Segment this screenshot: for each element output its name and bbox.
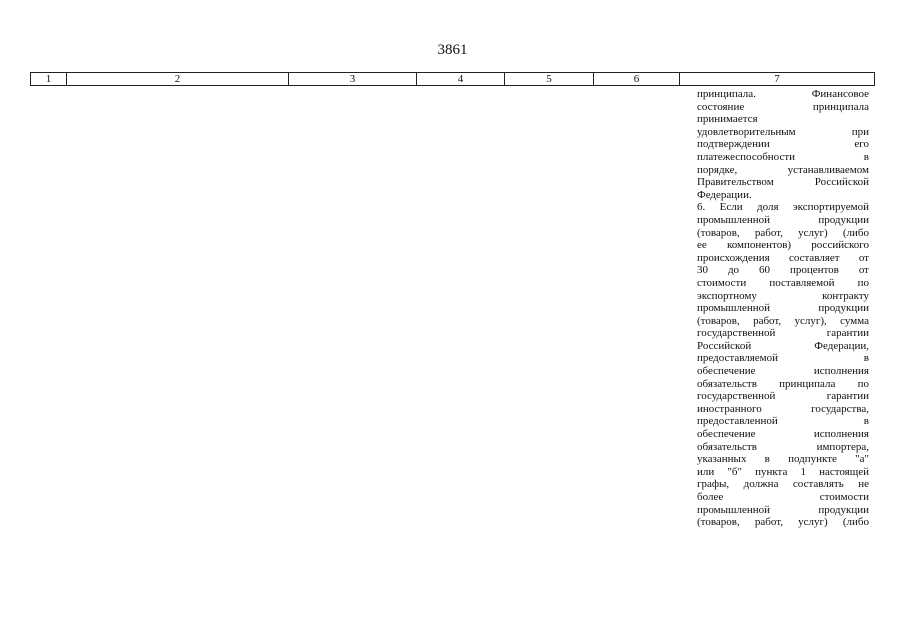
column-7-line: государственной гарантии (697, 390, 869, 403)
column-7-line: промышленной продукции (697, 503, 869, 516)
header-col-5: 5 (505, 73, 594, 85)
column-7-line: подтверждении его (697, 138, 869, 151)
column-7-line: стоимости поставляемой по (697, 276, 869, 289)
column-7-line: порядке, устанавливаемом (697, 163, 869, 176)
column-7-line: ее компонентов) российского (697, 239, 869, 252)
column-7-line: Федерации. (697, 188, 752, 201)
header-col-1: 1 (31, 73, 67, 85)
column-7-line: (товаров, работ, услуг) (либо (697, 516, 869, 529)
column-7-text (697, 88, 869, 529)
header-col-6: 6 (594, 73, 680, 85)
column-7-line: обеспечение исполнения (697, 428, 869, 441)
column-7-line: состояние принципала (697, 100, 869, 113)
page-number: 3861 (437, 42, 468, 58)
column-7-line: Российской Федерации, (697, 339, 869, 352)
header-col-7: 7 (774, 73, 780, 85)
header-col-3: 3 (289, 73, 417, 85)
column-7-line: обеспечение исполнения (697, 365, 869, 378)
column-7-line: Правительством Российской (697, 176, 869, 189)
header-col-4: 4 (417, 73, 505, 85)
column-7-line: 6. Если доля экспортируемой (697, 201, 869, 214)
column-7-line: или "б" пункта 1 настоящей (697, 465, 869, 478)
column-7-line: обязательств импортера, (697, 440, 869, 453)
column-7-line: предоставленной в (697, 415, 869, 428)
column-7-line: обязательств принципала по (697, 377, 869, 390)
column-7-line: 30 до 60 процентов от (697, 264, 869, 277)
column-7-line: предоставляемой в (697, 352, 869, 365)
column-7-line: платежеспособности в (697, 150, 869, 163)
column-7-line: более стоимости (697, 491, 869, 503)
column-7-line: (товаров, работ, услуг) (либо (697, 226, 869, 239)
column-7-line: удовлетворительным при (697, 125, 869, 138)
column-7-line: (товаров, работ, услуг), сумма (697, 314, 869, 327)
header-col-2: 2 (67, 73, 289, 85)
column-7-line: происхождения составляет от (697, 251, 869, 264)
column-7-line: иностранного государства, (697, 402, 869, 415)
column-7-line: промышленной продукции (697, 213, 869, 226)
column-7-line: экспортному контракту (697, 289, 869, 302)
column-7-line: графы, должна составлять не (697, 478, 869, 491)
table-header-row (30, 72, 875, 86)
column-7-line: указанных в подпункте "а" (697, 453, 869, 466)
column-7-line: принимается (697, 113, 758, 126)
column-7-line: принципала. Финансовое (697, 88, 869, 100)
column-7-line: промышленной продукции (697, 302, 869, 315)
column-7-line: государственной гарантии (697, 327, 869, 340)
